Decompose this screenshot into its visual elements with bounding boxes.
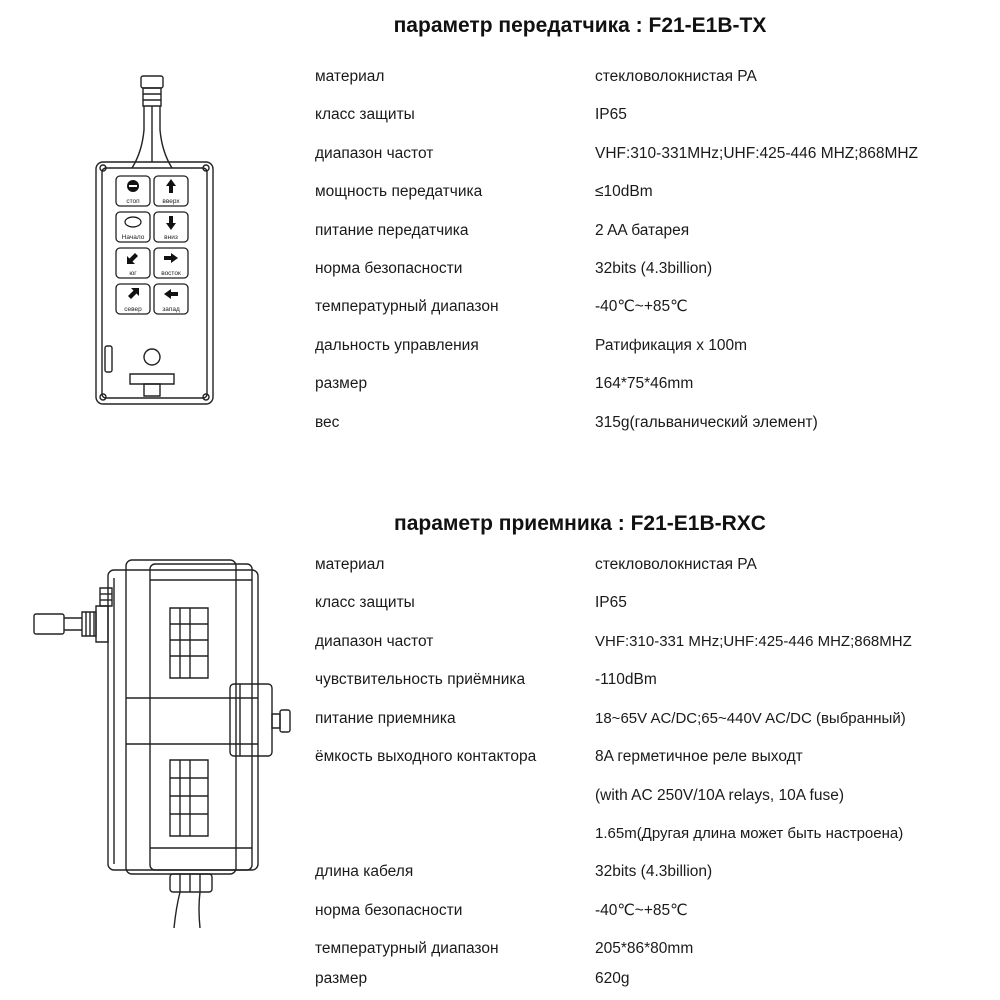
spec-value: 620g [595, 970, 630, 987]
button-label-start: Начало [121, 234, 145, 241]
spec-value: ≤10dBm [595, 183, 653, 200]
spec-value: 2 AA батарея [595, 222, 690, 239]
button-label-east: восток [161, 270, 181, 277]
spec-value: 32bits (4.3billion) [595, 260, 713, 277]
button-label-north: север [124, 306, 142, 313]
spec-label: чувствительность приёмника [315, 671, 526, 688]
button-label-stop: стоп [126, 198, 140, 205]
button-label-up: вверх [162, 198, 180, 205]
spec-label: температурный диапазон [315, 298, 499, 315]
spec-label: диапазон частот [315, 145, 434, 162]
spec-value: стекловолокнистая PA [595, 556, 757, 573]
spec-value: 18~65V AC/DC;65~440V AC/DC (выбранный) [595, 710, 906, 727]
receiver-body [108, 560, 290, 928]
stop-icon [127, 180, 139, 192]
start-icon [125, 217, 141, 227]
antenna-connector-icon [34, 588, 112, 642]
spec-label: класс защиты [315, 594, 415, 611]
spec-value: стекловолокнистая PA [595, 68, 757, 85]
spec-label: вес [315, 414, 340, 431]
spec-label: размер [315, 375, 368, 392]
spec-label: питание приемника [315, 710, 456, 727]
spec-value: IP65 [595, 594, 627, 611]
spec-label: температурный диапазон [315, 940, 499, 957]
spec-value: -40℃~+85℃ [595, 902, 688, 919]
spec-label: длина кабеля [315, 863, 414, 880]
spec-value: 1.65m(Другая длина может быть настроена) [595, 825, 904, 842]
spec-label: класс защиты [315, 106, 415, 123]
spec-value: VHF:310-331MHz;UHF:425-446 MHZ;868MHZ [595, 145, 919, 162]
spec-label: питание передатчика [315, 222, 469, 239]
spec-value: 32bits (4.3billion) [595, 863, 713, 880]
spec-value: Ратификация x 100m [595, 337, 748, 354]
button-label-down: вниз [164, 234, 178, 241]
receiver-drawing [30, 548, 300, 933]
spec-value: 205*86*80mm [595, 940, 694, 957]
spec-label: дальность управления [315, 337, 479, 354]
spec-value: VHF:310-331 MHz;UHF:425-446 MHZ;868MHZ [595, 633, 912, 650]
transmitter-drawing [92, 72, 217, 407]
receiver-title: параметр приемника : F21-E1B-RXC [394, 512, 766, 535]
spec-value: -110dBm [595, 671, 657, 688]
spec-label: норма безопасности [315, 902, 463, 919]
antenna-icon [132, 76, 172, 168]
spec-label: материал [315, 68, 385, 85]
spec-label: норма безопасности [315, 260, 463, 277]
spec-label: диапазон частот [315, 633, 434, 650]
button-label-south: юг [129, 270, 137, 277]
spec-value: IP65 [595, 106, 627, 123]
spec-label: ёмкость выходного контактора [315, 748, 537, 765]
spec-value: (with AC 250V/10A relays, 10A fuse) [595, 787, 844, 804]
spec-value: 164*75*46mm [595, 375, 694, 392]
spec-value: -40℃~+85℃ [595, 298, 688, 315]
spec-label: мощность передатчика [315, 183, 483, 200]
spec-label: материал [315, 556, 385, 573]
transmitter-title: параметр передатчика : F21-E1B-TX [393, 14, 767, 37]
spec-value: 315g(гальванический элемент) [595, 414, 818, 431]
spec-value: 8A герметичное реле выходт [595, 748, 803, 765]
spec-label: размер [315, 970, 368, 987]
button-label-west: запад [162, 306, 180, 313]
